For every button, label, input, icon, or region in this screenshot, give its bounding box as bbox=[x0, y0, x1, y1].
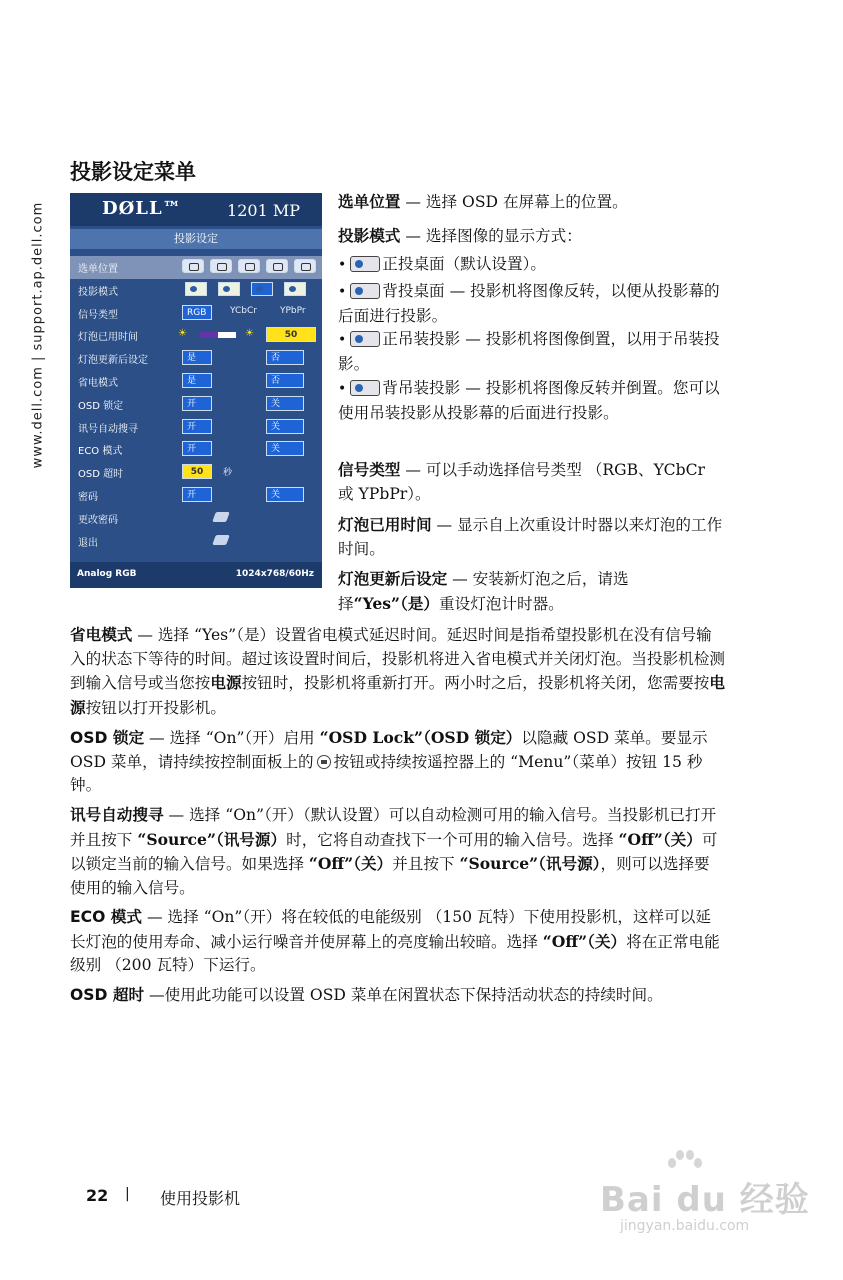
dell-logo: DØLL™ bbox=[102, 198, 182, 219]
term: 信号类型 bbox=[338, 461, 401, 479]
osd-header bbox=[70, 193, 322, 226]
sun-icon: ☀ bbox=[178, 328, 187, 340]
side-url bbox=[28, 160, 48, 510]
watermark-main: Bai du 经验 bbox=[600, 1180, 810, 1220]
para-projection-mode bbox=[338, 225, 723, 249]
term: 投影模式 bbox=[338, 227, 401, 245]
watermark-sub: jingyan.baidu.com bbox=[620, 1218, 750, 1234]
desc: — 选择图像的显示方式： bbox=[400, 227, 582, 245]
term: 省电模式 bbox=[70, 626, 133, 644]
osd-lock-on[interactable]: 开 bbox=[182, 396, 212, 411]
lamp-hour-slider-fill bbox=[200, 332, 218, 338]
password-off[interactable]: 关 bbox=[266, 487, 304, 502]
osd-row-label: 灯泡更新后设定 bbox=[78, 355, 148, 367]
lamp-hour-value: 50 bbox=[266, 327, 316, 342]
power-saving-yes[interactable]: 是 bbox=[182, 373, 212, 388]
term: 选单位置 bbox=[338, 193, 401, 211]
desc: ，则可以选择要使用的输入信号。 bbox=[70, 855, 710, 897]
osd-row-label: 灯泡已用时间 bbox=[78, 332, 138, 344]
lamp-hour-slider bbox=[200, 332, 236, 338]
term: ECO 模式 bbox=[70, 908, 142, 926]
emphasis: 电源 bbox=[210, 673, 242, 693]
osd-row-label: ECO 模式 bbox=[78, 446, 123, 458]
bullet-item: • 正投桌面（默认设置）。 bbox=[338, 255, 546, 273]
desc: — 选择 “Yes”（是）设置省电模式延迟时间。延迟时间是指希望投影机在没有信号输入的状态下等待的时间。超过该设置时间后，投影机将进入省电模式并关闭灯泡。当投影机检测到输入信号或当您按 bbox=[70, 626, 725, 693]
osd-row-lamp-hour bbox=[70, 324, 322, 347]
osd-row-label: 信号类型 bbox=[78, 309, 118, 321]
para-lamp-hour bbox=[338, 514, 723, 561]
osd-row-eco-mode[interactable] bbox=[70, 438, 322, 461]
osd-row-exit[interactable] bbox=[70, 530, 322, 553]
password-on[interactable]: 开 bbox=[182, 487, 212, 502]
desc: 按钮时，投影机将重新打开。两小时之后，投影机将关闭，您需要按 bbox=[241, 674, 710, 693]
osd-row-menu-position[interactable] bbox=[70, 256, 322, 279]
front-desktop-icon[interactable] bbox=[185, 282, 207, 296]
exit-arrow-icon[interactable] bbox=[212, 535, 230, 545]
desc: 时，它将自动查找下一个可用的输入信号。选择 bbox=[286, 830, 619, 849]
position-bottom-left-icon[interactable] bbox=[266, 259, 288, 273]
signal-rgb-option[interactable]: RGB bbox=[182, 305, 212, 320]
osd-subtitle: 投影设定 bbox=[70, 229, 322, 249]
section-title: 投影设定菜单 bbox=[70, 160, 196, 184]
lamp-reset-no[interactable]: 否 bbox=[266, 350, 304, 365]
osd-timeout-unit: 秒 bbox=[223, 468, 233, 479]
osd-row-signal-type[interactable] bbox=[70, 302, 322, 325]
eco-mode-on[interactable]: 开 bbox=[182, 441, 212, 456]
osd-row-projection-mode[interactable] bbox=[70, 279, 322, 302]
bullet-item: • 背吊装投影 — 投影机将图像反转并倒置。您可以使用吊装投影从投影幕的后面进行投影。 bbox=[338, 379, 720, 422]
desc: — 可以手动选择信号类型 （RGB、YCbCr 或 YPbPr）。 bbox=[338, 461, 705, 503]
desc: 可以锁定当前的输入信号。如果选择 bbox=[70, 830, 718, 874]
footer-separator: | bbox=[125, 1186, 130, 1202]
osd-row-label: OSD 锁定 bbox=[78, 400, 124, 412]
front-ceiling-icon bbox=[350, 331, 380, 347]
page-number: 22 bbox=[86, 1186, 109, 1205]
desc: 重设灯泡计时器。 bbox=[439, 594, 564, 613]
desc: 按钮以打开投影机。 bbox=[85, 698, 226, 717]
osd-menu-figure bbox=[70, 193, 322, 588]
bullet-item: • 正吊装投影 — 投影机将图像倒置，以用于吊装投影。 bbox=[338, 330, 720, 373]
side-url-text: www.dell.com | support.ap.dell.com bbox=[30, 201, 46, 469]
osd-row-label: 省电模式 bbox=[78, 377, 118, 389]
term: 灯泡更新后设定 bbox=[338, 570, 448, 588]
power-saving-no[interactable]: 否 bbox=[266, 373, 304, 388]
osd-timeout-value[interactable]: 50 bbox=[182, 464, 212, 479]
desc: — 选择 “On”（开）启用 bbox=[144, 729, 320, 747]
osd-footer-resolution: 1024x768/60Hz bbox=[235, 569, 314, 579]
position-center-icon[interactable] bbox=[182, 259, 204, 273]
front-ceiling-icon[interactable] bbox=[251, 282, 273, 296]
emphasis: “Yes”（是） bbox=[353, 593, 440, 613]
rear-ceiling-icon[interactable] bbox=[284, 282, 306, 296]
footer-title: 使用投影机 bbox=[160, 1189, 241, 1208]
osd-row-osd-timeout[interactable] bbox=[70, 461, 322, 484]
bullet-text: 背投桌面 — 投影机将图像反转，以便从投影幕的后面进行投影。 bbox=[338, 282, 720, 325]
osd-footer bbox=[70, 562, 322, 588]
rear-desktop-icon bbox=[350, 283, 380, 299]
desc: 以隐藏 OSD 菜单。要显示 OSD 菜单，请持续按控制面板上的 bbox=[70, 729, 708, 771]
para-auto-source bbox=[70, 804, 725, 900]
para-menu-position bbox=[338, 191, 723, 215]
position-top-left-icon[interactable] bbox=[210, 259, 232, 273]
front-desktop-icon bbox=[350, 256, 380, 272]
pencil-icon[interactable] bbox=[212, 512, 230, 522]
osd-row-change-password[interactable] bbox=[70, 507, 322, 530]
bullet-text: 正投桌面（默认设置）。 bbox=[382, 255, 546, 273]
desc: —使用此功能可以设置 OSD 菜单在闲置状态下保持活动状态的持续时间。 bbox=[144, 986, 663, 1004]
term: OSD 超时 bbox=[70, 986, 145, 1004]
emphasis: “Off”（关） bbox=[308, 854, 393, 874]
emphasis: “Source”（讯号源） bbox=[137, 829, 287, 849]
osd-row-label: 更改密码 bbox=[78, 514, 118, 526]
bullet-item: • 背投桌面 — 投影机将图像反转，以便从投影幕的后面进行投影。 bbox=[338, 282, 720, 325]
para-osd-lock bbox=[70, 726, 725, 798]
osd-row-label: 密码 bbox=[78, 491, 98, 503]
position-bottom-right-icon[interactable] bbox=[294, 259, 316, 273]
bullet-text: 正吊装投影 — 投影机将图像倒置，以用于吊装投影。 bbox=[338, 330, 720, 373]
eco-mode-off[interactable]: 关 bbox=[266, 441, 304, 456]
osd-row-label: 投影模式 bbox=[78, 286, 118, 298]
desc: — 选择 OSD 在屏幕上的位置。 bbox=[400, 193, 628, 211]
osd-lock-off[interactable]: 关 bbox=[266, 396, 304, 411]
para-eco-mode bbox=[70, 906, 725, 978]
osd-row-auto-source[interactable] bbox=[70, 416, 322, 439]
position-top-right-icon[interactable] bbox=[238, 259, 260, 273]
osd-model: 1201 MP bbox=[227, 201, 300, 220]
signal-ycbcr-option[interactable]: YCbCr bbox=[230, 305, 257, 316]
para-lamp-reset bbox=[338, 568, 723, 616]
desc: — 选择 “On”（开）（默认设置）可以自动检测可用的输入信号。当投影机已打开并且按下 bbox=[70, 806, 717, 849]
baidu-paw-icon bbox=[668, 1148, 702, 1174]
emphasis: “Off”（关） bbox=[618, 829, 702, 849]
emphasis: “Off”（关） bbox=[542, 931, 627, 951]
osd-row-label: OSD 超时 bbox=[78, 469, 124, 481]
osd-row-label: 讯号自动搜寻 bbox=[78, 423, 138, 435]
auto-source-on[interactable]: 开 bbox=[182, 419, 212, 434]
signal-ypbpr-option[interactable]: YPbPr bbox=[280, 305, 306, 316]
osd-row-osd-lock[interactable] bbox=[70, 393, 322, 416]
osd-row-password[interactable] bbox=[70, 484, 322, 507]
desc: — 选择 “On”（开）将在较低的电能级别 （150 瓦特）下使用投影机，这样可以延长灯泡的使用寿命、减小运行噪音并使屏幕上的亮度输出较暗。选择 bbox=[70, 908, 711, 951]
menu-button-icon bbox=[317, 755, 331, 769]
auto-source-off[interactable]: 关 bbox=[266, 419, 304, 434]
desc: — 显示自上次重设计时器以来灯泡的工作时间。 bbox=[338, 516, 723, 558]
para-power-saving bbox=[70, 624, 725, 720]
desc: 将在正常电能级别 （200 瓦特）下运行。 bbox=[70, 932, 720, 975]
osd-row-power-saving[interactable] bbox=[70, 370, 322, 393]
term: 灯泡已用时间 bbox=[338, 516, 432, 534]
osd-row-lamp-reset[interactable] bbox=[70, 347, 322, 370]
rear-ceiling-icon bbox=[350, 380, 380, 396]
term: 讯号自动搜寻 bbox=[70, 806, 164, 824]
bullet-text: 背吊装投影 — 投影机将图像反转并倒置。您可以使用吊装投影从投影幕的后面进行投影。 bbox=[338, 379, 720, 422]
osd-row-label: 退出 bbox=[78, 537, 98, 549]
desc: 按钮或持续按遥控器上的 “Menu”（菜单）按钮 15 秒钟。 bbox=[70, 752, 703, 795]
emphasis: “OSD Lock”（OSD 锁定） bbox=[319, 728, 522, 747]
para-signal-type bbox=[338, 459, 723, 506]
lamp-reset-yes[interactable]: 是 bbox=[182, 350, 212, 365]
osd-footer-source: Analog RGB bbox=[77, 569, 137, 579]
rear-desktop-icon[interactable] bbox=[218, 282, 240, 296]
para-osd-timeout bbox=[70, 984, 725, 1008]
emphasis: 电源 bbox=[70, 673, 725, 717]
sun-icon: ☀ bbox=[245, 328, 254, 340]
term: OSD 锁定 bbox=[70, 729, 145, 747]
emphasis: “Source”（讯号源） bbox=[459, 854, 601, 874]
osd-rows bbox=[70, 256, 322, 552]
desc: — 安装新灯泡之后，请选择 bbox=[338, 570, 629, 613]
osd-row-label: 选单位置 bbox=[78, 264, 118, 275]
desc: 并且按下 bbox=[392, 855, 460, 874]
